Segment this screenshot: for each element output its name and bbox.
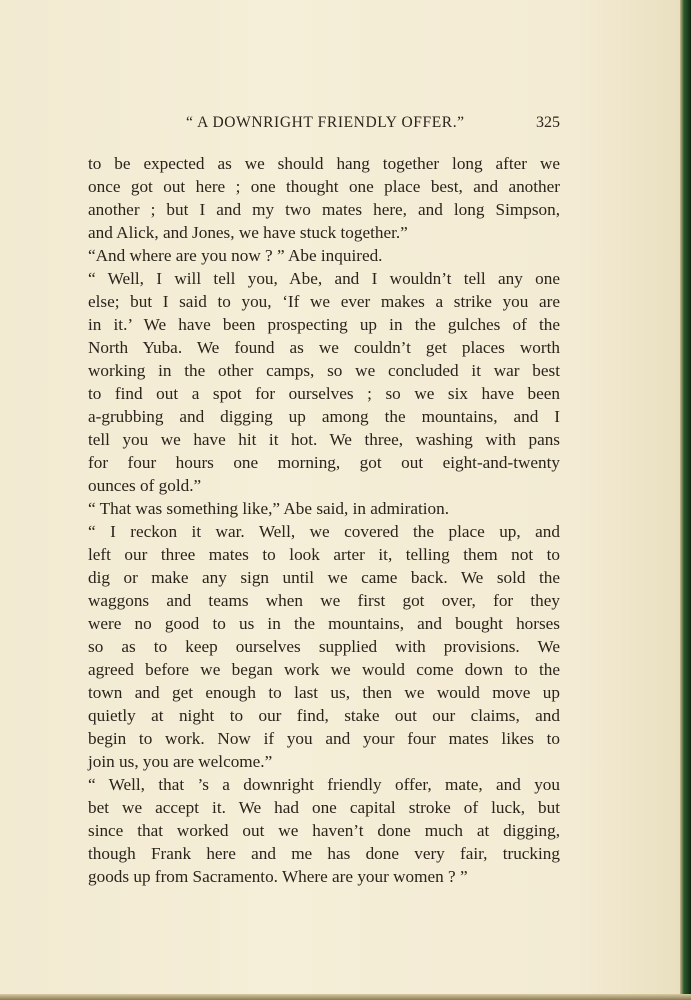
text-line: working in the other camps, so we concluded it war best [88,361,560,380]
text-line: waggons and teams when we first got over, for they [88,591,560,610]
text-line: “ I reckon it war. Well, we covered the place up, and [88,522,560,541]
text-line: “ Well, that ’s a downright friendly offer, mate, and you [88,775,560,794]
text-line: in it.’ We have been prospecting up in the gulches of the [88,315,560,334]
text-line: “And where are you now ? ” Abe inquired. [88,246,383,265]
text-line: join us, you are welcome.” [88,752,273,771]
text-line: so as to keep ourselves supplied with provisions. We [88,637,560,656]
text-line: since that worked out we haven’t done much at digging, [88,821,560,840]
text-line: ounces of gold.” [88,476,202,495]
text-line: quietly at night to our find, stake out our claims, and [88,706,560,725]
text-line: left our three mates to look arter it, telling them not to [88,545,560,564]
text-line: town and get enough to last us, then we would move up [88,683,560,702]
text-line: begin to work. Now if you and your four mates likes to [88,729,560,748]
text-line: once got out here ; one thought one place best, and another [88,177,560,196]
text-line: another ; but I and my two mates here, and long Simpson, [88,200,560,219]
text-line: for four hours one morning, got out eight-and-twenty [88,453,560,472]
book-spine-edge [680,0,691,1000]
text-line: dig or make any sign until we came back. We sold the [88,568,560,587]
text-line: were no good to us in the mountains, and bought horses [88,614,560,633]
text-line: a-grubbing and digging up among the mountains, and I [88,407,560,426]
text-line: and Alick, and Jones, we have stuck together.” [88,223,408,242]
text-line: tell you we have hit it hot. We three, washing with pans [88,430,560,449]
page-number: 325 [536,114,560,131]
text-line: agreed before we began work we would come down to the [88,660,560,679]
body-text [88,152,560,888]
text-line: to be expected as we should hang together long after we [88,154,560,173]
page-bottom-edge [0,994,691,1000]
text-line: bet we accept it. We had one capital stroke of luck, but [88,798,560,817]
text-line: to find out a spot for ourselves ; so we six have been [88,384,560,403]
running-title: “ A DOWNRIGHT FRIENDLY OFFER.” [186,114,465,131]
text-line: else; but I said to you, ‘If we ever makes a strike you are [88,292,560,311]
text-line: North Yuba. We found as we couldn’t get places worth [88,338,560,357]
text-line: though Frank here and me has done very fair, trucking [88,844,560,863]
running-header [88,112,560,134]
text-line: “ Well, I will tell you, Abe, and I wouldn’t tell any one [88,269,560,288]
text-line: goods up from Sacramento. Where are your women ? ” [88,867,468,886]
text-line: “ That was something like,” Abe said, in admiration. [88,499,450,518]
